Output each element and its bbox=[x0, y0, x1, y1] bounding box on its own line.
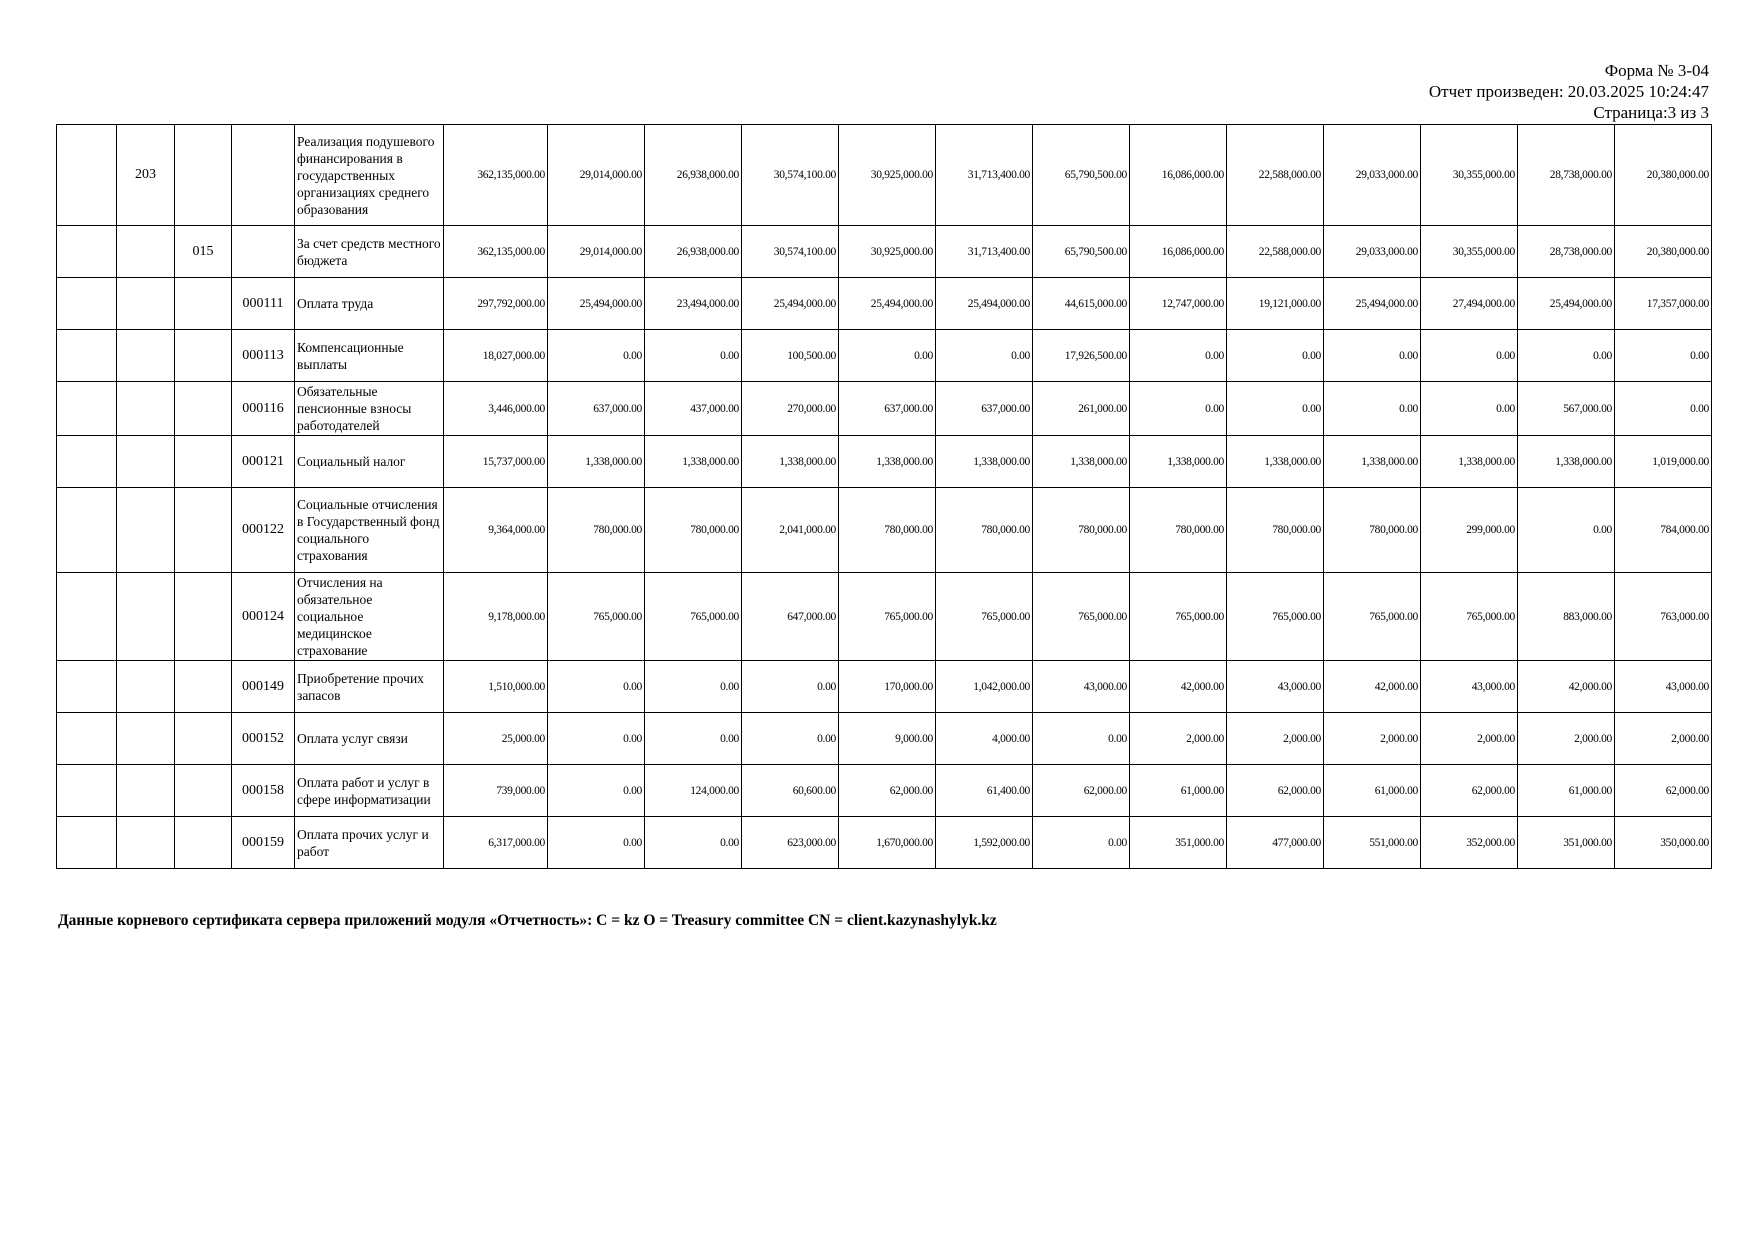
month-value-cell: 780,000.00 bbox=[548, 488, 645, 573]
month-value-cell: 65,790,500.00 bbox=[1033, 226, 1130, 278]
month-value-cell: 0.00 bbox=[1615, 382, 1712, 436]
month-value-cell: 765,000.00 bbox=[936, 573, 1033, 661]
month-value-cell: 261,000.00 bbox=[1033, 382, 1130, 436]
month-value-cell: 62,000.00 bbox=[839, 765, 936, 817]
month-value-cell: 1,042,000.00 bbox=[936, 661, 1033, 713]
code-cell-2 bbox=[117, 278, 175, 330]
page-header bbox=[1429, 60, 1709, 123]
month-value-cell: 30,925,000.00 bbox=[839, 125, 936, 226]
code-cell-4: 000121 bbox=[232, 436, 295, 488]
code-cell-2 bbox=[117, 713, 175, 765]
code-cell-2 bbox=[117, 765, 175, 817]
code-cell-4 bbox=[232, 125, 295, 226]
month-value-cell: 765,000.00 bbox=[1421, 573, 1518, 661]
month-value-cell: 0.00 bbox=[548, 661, 645, 713]
month-value-cell: 16,086,000.00 bbox=[1130, 226, 1227, 278]
month-value-cell: 0.00 bbox=[645, 330, 742, 382]
month-value-cell: 62,000.00 bbox=[1615, 765, 1712, 817]
month-value-cell: 26,938,000.00 bbox=[645, 125, 742, 226]
month-value-cell: 0.00 bbox=[645, 817, 742, 869]
month-value-cell: 42,000.00 bbox=[1324, 661, 1421, 713]
month-value-cell: 270,000.00 bbox=[742, 382, 839, 436]
month-value-cell: 2,000.00 bbox=[1130, 713, 1227, 765]
code-cell-4 bbox=[232, 226, 295, 278]
month-value-cell: 1,338,000.00 bbox=[742, 436, 839, 488]
month-value-cell: 17,926,500.00 bbox=[1033, 330, 1130, 382]
code-cell-3 bbox=[175, 382, 232, 436]
month-value-cell: 12,747,000.00 bbox=[1130, 278, 1227, 330]
month-value-cell: 29,014,000.00 bbox=[548, 125, 645, 226]
table-row bbox=[57, 436, 1712, 488]
code-cell-1 bbox=[57, 278, 117, 330]
code-cell-4: 000152 bbox=[232, 713, 295, 765]
table-row bbox=[57, 713, 1712, 765]
month-value-cell: 0.00 bbox=[548, 817, 645, 869]
month-value-cell: 30,574,100.00 bbox=[742, 226, 839, 278]
month-value-cell: 124,000.00 bbox=[645, 765, 742, 817]
item-name-cell: Реализация подушевого финансирования в государственных организациях среднего образования bbox=[295, 125, 444, 226]
month-value-cell: 0.00 bbox=[742, 713, 839, 765]
month-value-cell: 0.00 bbox=[548, 765, 645, 817]
month-value-cell: 22,588,000.00 bbox=[1227, 125, 1324, 226]
item-name-cell: Приобретение прочих запасов bbox=[295, 661, 444, 713]
month-value-cell: 9,000.00 bbox=[839, 713, 936, 765]
month-value-cell: 44,615,000.00 bbox=[1033, 278, 1130, 330]
month-value-cell: 1,338,000.00 bbox=[1227, 436, 1324, 488]
code-cell-4: 000158 bbox=[232, 765, 295, 817]
code-cell-3 bbox=[175, 488, 232, 573]
month-value-cell: 2,000.00 bbox=[1324, 713, 1421, 765]
code-cell-1 bbox=[57, 765, 117, 817]
code-cell-2 bbox=[117, 436, 175, 488]
month-value-cell: 30,355,000.00 bbox=[1421, 226, 1518, 278]
month-value-cell: 31,713,400.00 bbox=[936, 226, 1033, 278]
month-value-cell: 637,000.00 bbox=[839, 382, 936, 436]
total-cell: 9,364,000.00 bbox=[444, 488, 548, 573]
code-cell-1 bbox=[57, 713, 117, 765]
month-value-cell: 780,000.00 bbox=[1130, 488, 1227, 573]
month-value-cell: 1,338,000.00 bbox=[839, 436, 936, 488]
month-value-cell: 0.00 bbox=[1130, 330, 1227, 382]
month-value-cell: 1,338,000.00 bbox=[1421, 436, 1518, 488]
month-value-cell: 60,600.00 bbox=[742, 765, 839, 817]
code-cell-3 bbox=[175, 278, 232, 330]
code-cell-2 bbox=[117, 661, 175, 713]
month-value-cell: 1,338,000.00 bbox=[1130, 436, 1227, 488]
month-value-cell: 61,000.00 bbox=[1324, 765, 1421, 817]
month-value-cell: 1,338,000.00 bbox=[645, 436, 742, 488]
month-value-cell: 61,400.00 bbox=[936, 765, 1033, 817]
code-cell-4: 000111 bbox=[232, 278, 295, 330]
month-value-cell: 61,000.00 bbox=[1130, 765, 1227, 817]
month-value-cell: 0.00 bbox=[1518, 330, 1615, 382]
total-cell: 25,000.00 bbox=[444, 713, 548, 765]
month-value-cell: 1,670,000.00 bbox=[839, 817, 936, 869]
month-value-cell: 637,000.00 bbox=[936, 382, 1033, 436]
month-value-cell: 350,000.00 bbox=[1615, 817, 1712, 869]
month-value-cell: 763,000.00 bbox=[1615, 573, 1712, 661]
code-cell-1 bbox=[57, 125, 117, 226]
month-value-cell: 23,494,000.00 bbox=[645, 278, 742, 330]
month-value-cell: 0.00 bbox=[1227, 330, 1324, 382]
code-cell-3 bbox=[175, 125, 232, 226]
code-cell-1 bbox=[57, 573, 117, 661]
month-value-cell: 551,000.00 bbox=[1324, 817, 1421, 869]
month-value-cell: 299,000.00 bbox=[1421, 488, 1518, 573]
code-cell-3 bbox=[175, 713, 232, 765]
month-value-cell: 20,380,000.00 bbox=[1615, 226, 1712, 278]
month-value-cell: 4,000.00 bbox=[936, 713, 1033, 765]
month-value-cell: 780,000.00 bbox=[1227, 488, 1324, 573]
month-value-cell: 780,000.00 bbox=[936, 488, 1033, 573]
month-value-cell: 780,000.00 bbox=[839, 488, 936, 573]
table-row bbox=[57, 330, 1712, 382]
report-table bbox=[56, 124, 1712, 869]
code-cell-2 bbox=[117, 488, 175, 573]
code-cell-4: 000124 bbox=[232, 573, 295, 661]
month-value-cell: 19,121,000.00 bbox=[1227, 278, 1324, 330]
month-value-cell: 1,338,000.00 bbox=[548, 436, 645, 488]
code-cell-2 bbox=[117, 573, 175, 661]
month-value-cell: 28,738,000.00 bbox=[1518, 226, 1615, 278]
code-cell-2 bbox=[117, 226, 175, 278]
code-cell-3 bbox=[175, 573, 232, 661]
month-value-cell: 43,000.00 bbox=[1421, 661, 1518, 713]
code-cell-1 bbox=[57, 436, 117, 488]
total-cell: 6,317,000.00 bbox=[444, 817, 548, 869]
page-number: Страница:3 из 3 bbox=[1593, 103, 1709, 122]
month-value-cell: 1,338,000.00 bbox=[936, 436, 1033, 488]
month-value-cell: 43,000.00 bbox=[1615, 661, 1712, 713]
table-row bbox=[57, 661, 1712, 713]
month-value-cell: 0.00 bbox=[742, 661, 839, 713]
month-value-cell: 765,000.00 bbox=[645, 573, 742, 661]
month-value-cell: 0.00 bbox=[1615, 330, 1712, 382]
month-value-cell: 765,000.00 bbox=[1227, 573, 1324, 661]
month-value-cell: 43,000.00 bbox=[1033, 661, 1130, 713]
item-name-cell: Компенсационные выплаты bbox=[295, 330, 444, 382]
month-value-cell: 883,000.00 bbox=[1518, 573, 1615, 661]
month-value-cell: 22,588,000.00 bbox=[1227, 226, 1324, 278]
item-name-cell: Социальные отчисления в Государственный фонд социального страхования bbox=[295, 488, 444, 573]
total-cell: 362,135,000.00 bbox=[444, 125, 548, 226]
month-value-cell: 29,014,000.00 bbox=[548, 226, 645, 278]
code-cell-4: 000113 bbox=[232, 330, 295, 382]
month-value-cell: 2,041,000.00 bbox=[742, 488, 839, 573]
code-cell-4: 000159 bbox=[232, 817, 295, 869]
month-value-cell: 17,357,000.00 bbox=[1615, 278, 1712, 330]
code-cell-4: 000116 bbox=[232, 382, 295, 436]
code-cell-3 bbox=[175, 817, 232, 869]
table-row bbox=[57, 382, 1712, 436]
total-cell: 15,737,000.00 bbox=[444, 436, 548, 488]
report-timestamp: Отчет произведен: 20.03.2025 10:24:47 bbox=[1428, 82, 1709, 101]
month-value-cell: 0.00 bbox=[1130, 382, 1227, 436]
item-name-cell: Оплата труда bbox=[295, 278, 444, 330]
month-value-cell: 100,500.00 bbox=[742, 330, 839, 382]
month-value-cell: 647,000.00 bbox=[742, 573, 839, 661]
form-number: Форма № 3-04 bbox=[1604, 61, 1709, 80]
month-value-cell: 0.00 bbox=[1421, 330, 1518, 382]
item-name-cell: Оплата работ и услуг в сфере информатизации bbox=[295, 765, 444, 817]
month-value-cell: 30,574,100.00 bbox=[742, 125, 839, 226]
month-value-cell: 2,000.00 bbox=[1518, 713, 1615, 765]
month-value-cell: 62,000.00 bbox=[1033, 765, 1130, 817]
month-value-cell: 0.00 bbox=[1033, 713, 1130, 765]
month-value-cell: 25,494,000.00 bbox=[936, 278, 1033, 330]
code-cell-2 bbox=[117, 382, 175, 436]
month-value-cell: 1,338,000.00 bbox=[1324, 436, 1421, 488]
month-value-cell: 0.00 bbox=[548, 330, 645, 382]
code-cell-4: 000122 bbox=[232, 488, 295, 573]
total-cell: 739,000.00 bbox=[444, 765, 548, 817]
month-value-cell: 437,000.00 bbox=[645, 382, 742, 436]
code-cell-1 bbox=[57, 330, 117, 382]
table-row bbox=[57, 573, 1712, 661]
month-value-cell: 0.00 bbox=[1324, 330, 1421, 382]
total-cell: 297,792,000.00 bbox=[444, 278, 548, 330]
month-value-cell: 623,000.00 bbox=[742, 817, 839, 869]
month-value-cell: 0.00 bbox=[839, 330, 936, 382]
month-value-cell: 42,000.00 bbox=[1518, 661, 1615, 713]
month-value-cell: 16,086,000.00 bbox=[1130, 125, 1227, 226]
month-value-cell: 26,938,000.00 bbox=[645, 226, 742, 278]
month-value-cell: 0.00 bbox=[1518, 488, 1615, 573]
month-value-cell: 352,000.00 bbox=[1421, 817, 1518, 869]
month-value-cell: 0.00 bbox=[1033, 817, 1130, 869]
item-name-cell: Оплата прочих услуг и работ bbox=[295, 817, 444, 869]
item-name-cell: За счет средств местного бюджета bbox=[295, 226, 444, 278]
month-value-cell: 25,494,000.00 bbox=[1518, 278, 1615, 330]
item-name-cell: Отчисления на обязательное социальное медицинское страхование bbox=[295, 573, 444, 661]
code-cell-4: 000149 bbox=[232, 661, 295, 713]
month-value-cell: 0.00 bbox=[548, 713, 645, 765]
code-cell-3: 015 bbox=[175, 226, 232, 278]
month-value-cell: 0.00 bbox=[645, 661, 742, 713]
code-cell-3 bbox=[175, 436, 232, 488]
code-cell-2 bbox=[117, 817, 175, 869]
total-cell: 9,178,000.00 bbox=[444, 573, 548, 661]
month-value-cell: 765,000.00 bbox=[839, 573, 936, 661]
month-value-cell: 30,355,000.00 bbox=[1421, 125, 1518, 226]
total-cell: 1,510,000.00 bbox=[444, 661, 548, 713]
month-value-cell: 784,000.00 bbox=[1615, 488, 1712, 573]
month-value-cell: 61,000.00 bbox=[1518, 765, 1615, 817]
month-value-cell: 0.00 bbox=[645, 713, 742, 765]
month-value-cell: 477,000.00 bbox=[1227, 817, 1324, 869]
month-value-cell: 27,494,000.00 bbox=[1421, 278, 1518, 330]
month-value-cell: 29,033,000.00 bbox=[1324, 125, 1421, 226]
total-cell: 18,027,000.00 bbox=[444, 330, 548, 382]
code-cell-1 bbox=[57, 226, 117, 278]
month-value-cell: 29,033,000.00 bbox=[1324, 226, 1421, 278]
code-cell-3 bbox=[175, 330, 232, 382]
month-value-cell: 2,000.00 bbox=[1227, 713, 1324, 765]
month-value-cell: 30,925,000.00 bbox=[839, 226, 936, 278]
code-cell-1 bbox=[57, 661, 117, 713]
month-value-cell: 0.00 bbox=[1421, 382, 1518, 436]
month-value-cell: 25,494,000.00 bbox=[1324, 278, 1421, 330]
month-value-cell: 43,000.00 bbox=[1227, 661, 1324, 713]
table-row bbox=[57, 278, 1712, 330]
month-value-cell: 637,000.00 bbox=[548, 382, 645, 436]
month-value-cell: 765,000.00 bbox=[1130, 573, 1227, 661]
month-value-cell: 62,000.00 bbox=[1227, 765, 1324, 817]
month-value-cell: 780,000.00 bbox=[1033, 488, 1130, 573]
month-value-cell: 25,494,000.00 bbox=[839, 278, 936, 330]
table-body bbox=[57, 125, 1712, 869]
code-cell-1 bbox=[57, 488, 117, 573]
month-value-cell: 20,380,000.00 bbox=[1615, 125, 1712, 226]
month-value-cell: 28,738,000.00 bbox=[1518, 125, 1615, 226]
month-value-cell: 2,000.00 bbox=[1421, 713, 1518, 765]
item-name-cell: Обязательные пенсионные взносы работодателей bbox=[295, 382, 444, 436]
code-cell-3 bbox=[175, 765, 232, 817]
code-cell-2: 203 bbox=[117, 125, 175, 226]
item-name-cell: Оплата услуг связи bbox=[295, 713, 444, 765]
month-value-cell: 0.00 bbox=[936, 330, 1033, 382]
item-name-cell: Социальный налог bbox=[295, 436, 444, 488]
month-value-cell: 780,000.00 bbox=[1324, 488, 1421, 573]
month-value-cell: 765,000.00 bbox=[548, 573, 645, 661]
code-cell-2 bbox=[117, 330, 175, 382]
month-value-cell: 765,000.00 bbox=[1033, 573, 1130, 661]
month-value-cell: 1,592,000.00 bbox=[936, 817, 1033, 869]
month-value-cell: 0.00 bbox=[1227, 382, 1324, 436]
month-value-cell: 25,494,000.00 bbox=[548, 278, 645, 330]
month-value-cell: 780,000.00 bbox=[645, 488, 742, 573]
certificate-note: Данные корневого сертификата сервера приложений модуля «Отчетность»: C = kz O = Treasury committee CN = client.kazynashylyk.kz bbox=[58, 912, 997, 929]
month-value-cell: 31,713,400.00 bbox=[936, 125, 1033, 226]
month-value-cell: 351,000.00 bbox=[1130, 817, 1227, 869]
table-row bbox=[57, 817, 1712, 869]
month-value-cell: 765,000.00 bbox=[1324, 573, 1421, 661]
month-value-cell: 0.00 bbox=[1324, 382, 1421, 436]
month-value-cell: 65,790,500.00 bbox=[1033, 125, 1130, 226]
month-value-cell: 2,000.00 bbox=[1615, 713, 1712, 765]
code-cell-1 bbox=[57, 817, 117, 869]
month-value-cell: 62,000.00 bbox=[1421, 765, 1518, 817]
month-value-cell: 1,338,000.00 bbox=[1518, 436, 1615, 488]
month-value-cell: 351,000.00 bbox=[1518, 817, 1615, 869]
table-row bbox=[57, 765, 1712, 817]
total-cell: 362,135,000.00 bbox=[444, 226, 548, 278]
month-value-cell: 1,338,000.00 bbox=[1033, 436, 1130, 488]
code-cell-3 bbox=[175, 661, 232, 713]
month-value-cell: 25,494,000.00 bbox=[742, 278, 839, 330]
total-cell: 3,446,000.00 bbox=[444, 382, 548, 436]
table-row bbox=[57, 488, 1712, 573]
code-cell-1 bbox=[57, 382, 117, 436]
month-value-cell: 170,000.00 bbox=[839, 661, 936, 713]
month-value-cell: 42,000.00 bbox=[1130, 661, 1227, 713]
table-row bbox=[57, 125, 1712, 226]
month-value-cell: 567,000.00 bbox=[1518, 382, 1615, 436]
month-value-cell: 1,019,000.00 bbox=[1615, 436, 1712, 488]
table-row bbox=[57, 226, 1712, 278]
